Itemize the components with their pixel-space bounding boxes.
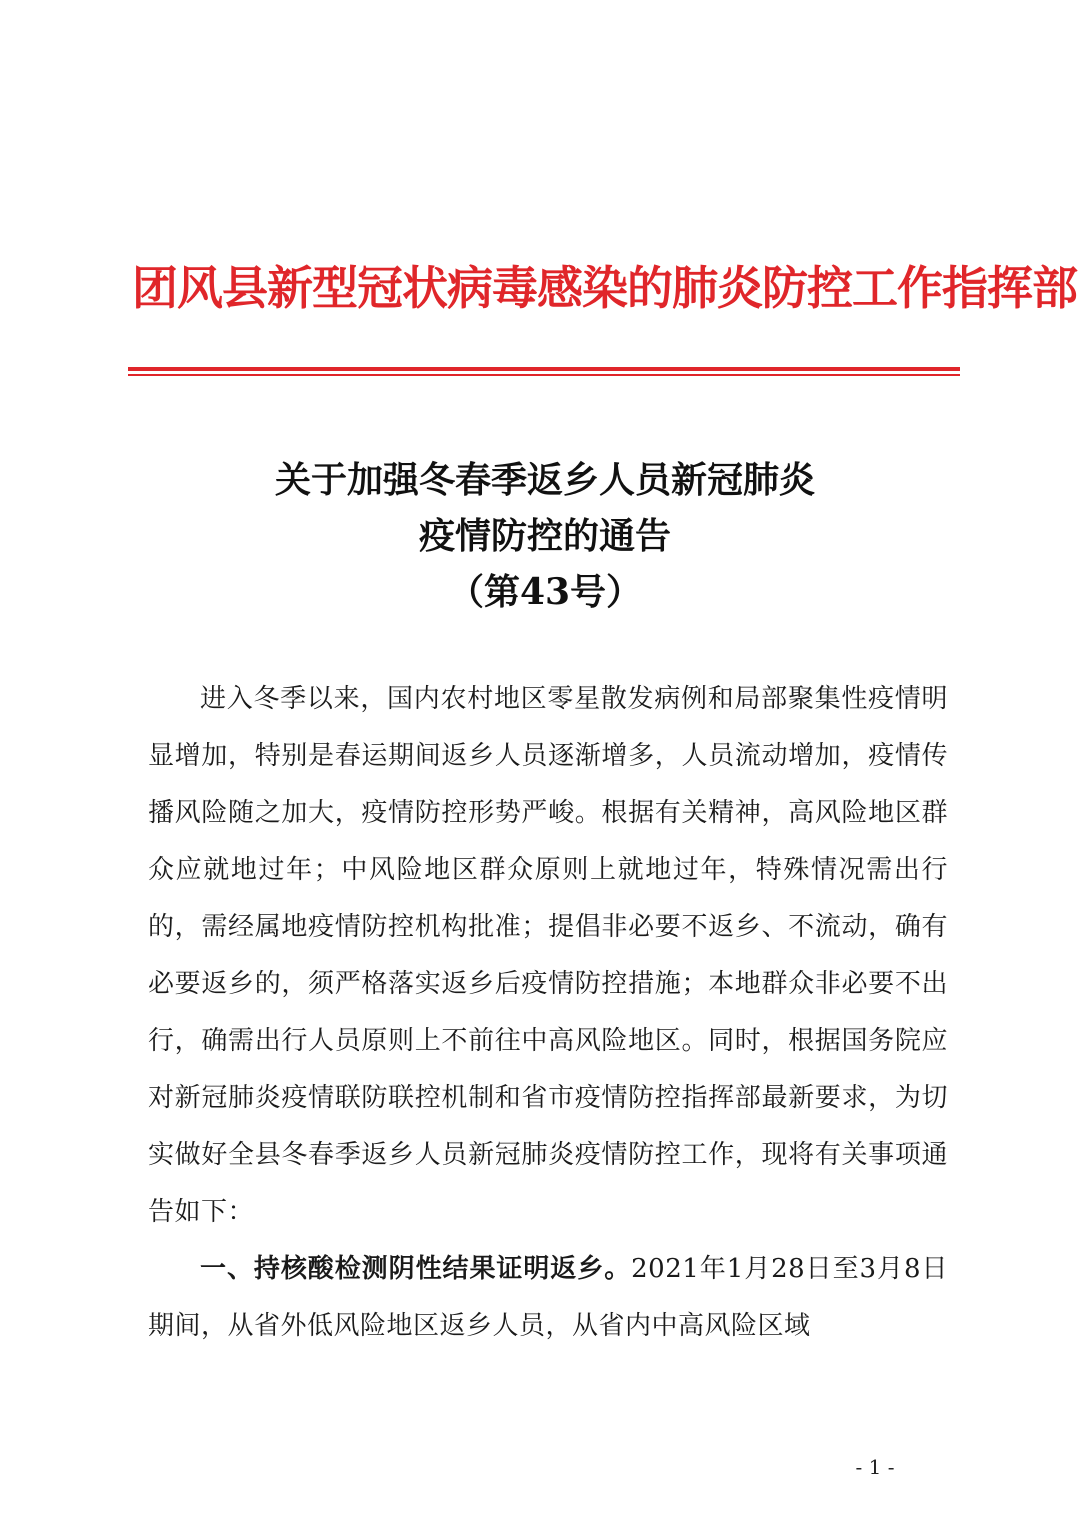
section-1-paragraph xyxy=(148,1241,948,1355)
masthead-rule-thick xyxy=(128,367,960,371)
section-1-heading: 一、持核酸检测阴性结果证明返乡。 xyxy=(200,1254,632,1284)
notice-title-line-1: 关于加强冬春季返乡人员新冠肺炎 xyxy=(274,459,815,501)
intro-paragraph: 进入冬季以来，国内农村地区零星散发病例和局部聚集性疫情明显增加，特别是春运期间返乡人员逐渐增多，人员流动增加，疫情传播风险随之加大，疫情防控形势严峻。根据有关精神，高风险地区群众应就地过年；中风险地区群众原则上就地过年，特殊情况需出行的，需经属地疫情防控机构批准；提倡非必要不返乡、不流动，确有必要返乡的，须严格落实返乡后疫情防控措施；本地群众非必要不出行，确需出行人员原则上不前往中高风险地区。同时，根据国务院应对新冠肺炎疫情联防联控机制和省市疫情防控指挥部最新要求，为切实做好全县冬春季返乡人员新冠肺炎疫情防控工作，现将有关事项通告如下： xyxy=(148,684,948,1227)
notice-title xyxy=(150,452,940,620)
masthead-rule-thin xyxy=(128,374,960,376)
issuer-masthead: 团风县新型冠状病毒感染的肺炎防控工作指挥部 xyxy=(132,261,1077,315)
notice-number: （第43号） xyxy=(447,571,643,613)
notice-body xyxy=(148,671,948,1355)
page-number: - 1 - xyxy=(855,1455,895,1479)
notice-title-line-2: 疫情防控的通告 xyxy=(418,515,671,557)
section-1-text: 2021年1月28日至3月8日期间，从省外低风险地区返乡人员，从省内中高风险区域 xyxy=(148,1254,948,1341)
